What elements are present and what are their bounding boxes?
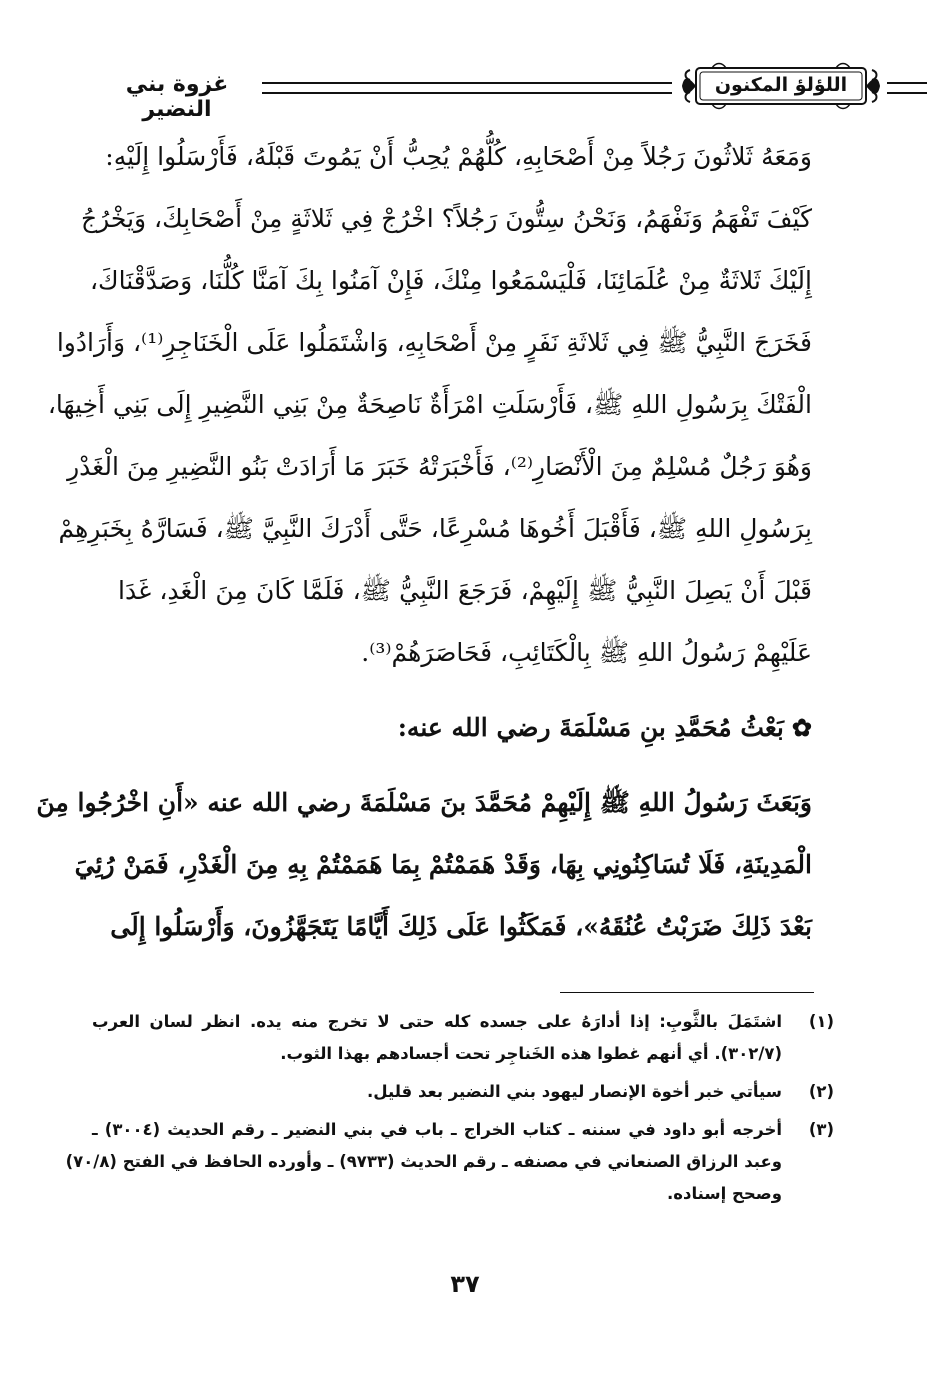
spacer (118, 758, 812, 772)
footnotes (65, 1006, 834, 1216)
text-line: كَيْفَ تَفْهَمُ وَنَفْهَمُ، وَنَحْنُ سِتُّونَ رَجُلاً؟ اخْرُجْ فِي ثَلاثَةٍ مِنْ أَصْحَابِكَ، وَيَخْرُجُ (81, 204, 812, 233)
text-line: بِرَسُولِ اللهِ ﷺ، فَأَقْبَلَ أَخُوهَا مُسْرِعًا، حَتَّى أَدْرَكَ النَّبِيَّ ﷺ، فَسَارَّهُ بِخَبَرِهِمْ (58, 514, 812, 543)
chapter-title: غزوة بني النضير (125, 72, 229, 122)
section-heading (118, 698, 812, 758)
footnote-number: (١) (808, 1012, 834, 1031)
text-line: الْفَتْكَ بِرَسُولِ اللهِ ﷺ، فَأَرْسَلَتِ امْرَأَةٌ نَاصِحَةٌ مِنْ بَنِي النَّضِيرِ إِلَى بَنِي أَخِيهَا، (47, 390, 812, 419)
text-line: قَبْلَ أَنْ يَصِلَ النَّبِيُّ ﷺ إِلَيْهِمْ، فَرَجَعَ النَّبِيُّ ﷺ، فَلَمَّا كَانَ مِنَ الْغَدِ، غَدَا (118, 576, 812, 605)
footnote-line: وعبد الرزاق الصنعاني في مصنفه ـ رقم الحديث (٩٧٣٣) ـ وأورده الحافظ في الفتح (٧٠/٨) (65, 1152, 782, 1171)
paragraph-2 (36, 772, 812, 958)
text-line: إِلَيْكَ ثَلاثَةٌ مِنْ عُلَمَائِنَا، فَلْيَسْمَعُوا مِنْكَ، فَإِنْ آمَنُوا بِكَ آمَنَّا كُلُّنَا، وَصَدَّقْنَاكَ، (89, 266, 812, 295)
footnote-3 (65, 1114, 834, 1210)
book-title-cartouche (682, 62, 880, 110)
paragraph-1 (47, 126, 812, 684)
header-rule-left (262, 82, 672, 94)
page-number: ٣٧ (450, 1270, 480, 1298)
footnote-line: أخرجه أبو داود في سننه ـ كتاب الخراج ـ باب في بني النضير ـ رقم الحديث (٣٠٠٤) ـ (92, 1120, 782, 1139)
footnote-line: وصحح إسناده. (666, 1184, 782, 1203)
running-header (92, 62, 848, 122)
footnote-line: سيأتي خبر أخوة الإنصار ليهود بني النضير بعد قليل. (366, 1082, 782, 1101)
footnote-number: (٣) (808, 1120, 834, 1139)
text-line: الْمَدِينَةِ، فَلَا تُسَاكِنُونِي بِهَا، وَقَدْ هَمَمْتُمْ بِمَا هَمَمْتُمْ بِهِ مِنَ الْغَدْرِ، فَمَنْ رُئِيَ (74, 850, 812, 879)
main-text (36, 126, 812, 958)
spacer (118, 684, 812, 698)
text-line: عَلَيْهِمْ رَسُولُ اللهِ ﷺ بِالْكَتَائِبِ، فَحَاصَرَهُمْ⁽³⁾. (361, 638, 812, 667)
footnote-1 (92, 1006, 834, 1070)
footnote-2 (92, 1076, 834, 1108)
footnote-separator (560, 992, 814, 993)
footnote-line: اشتَمَلَ بالثَّوبِ: إذا أدارَهُ على جسده كله حتى لا تخرج منه يده. انظر لسان العرب (92, 1012, 782, 1031)
text-line: فَخَرَجَ النَّبِيُّ ﷺ فِي ثَلاثَةِ نَفَرٍ مِنْ أَصْحَابِهِ، وَاشْتَمَلُوا عَلَى الْخَنَاجِرِ⁽¹⁾، وَأَرَادُوا (56, 328, 812, 357)
footnote-number: (٢) (808, 1082, 834, 1101)
footnote-line: (٣٠٢/٧). أي أنهم غطوا هذه الخَناجِر تحت أجسادهم بهذا الثوب. (280, 1044, 782, 1063)
flower-ornament-icon: ✿ (791, 713, 812, 742)
text-line: بَعْدَ ذَلِكَ ضَرَبْتُ عُنُقَهُ»، فَمَكَثُوا عَلَى ذَلِكَ أَيَّامًا يَتَجَهَّزُونَ، وَأَرْسَلُوا إِلَى (110, 912, 812, 941)
text-line: وَهُوَ رَجُلٌ مُسْلِمٌ مِنَ الْأَنْصَارِ⁽²⁾، فَأَخْبَرَتْهُ خَبَرَ مَا أَرَادَتْ بَنُو النَّضِيرِ مِنَ الْغَدْرِ (67, 452, 812, 481)
text-line: وَبَعَثَ رَسُولُ اللهِ ﷺ إِلَيْهِمْ مُحَمَّدَ بنَ مَسْلَمَةَ رضي الله عنه «أَنِ اخْرُجُوا مِنَ (36, 788, 812, 817)
section-heading-text: بَعْثُ مُحَمَّدِ بنِ مَسْلَمَةَ رضي الله عنه: (397, 713, 784, 742)
header-rule-right (887, 82, 927, 94)
text-line: وَمَعَهُ ثَلاثُونَ رَجُلاً مِنْ أَصْحَابِهِ، كُلُّهُمْ يُحِبُّ أَنْ يَمُوتَ قَبْلَهُ، فَأَرْسَلُوا إِلَيْهِ: (105, 142, 812, 171)
book-title: اللؤلؤ المكنون (702, 74, 860, 96)
